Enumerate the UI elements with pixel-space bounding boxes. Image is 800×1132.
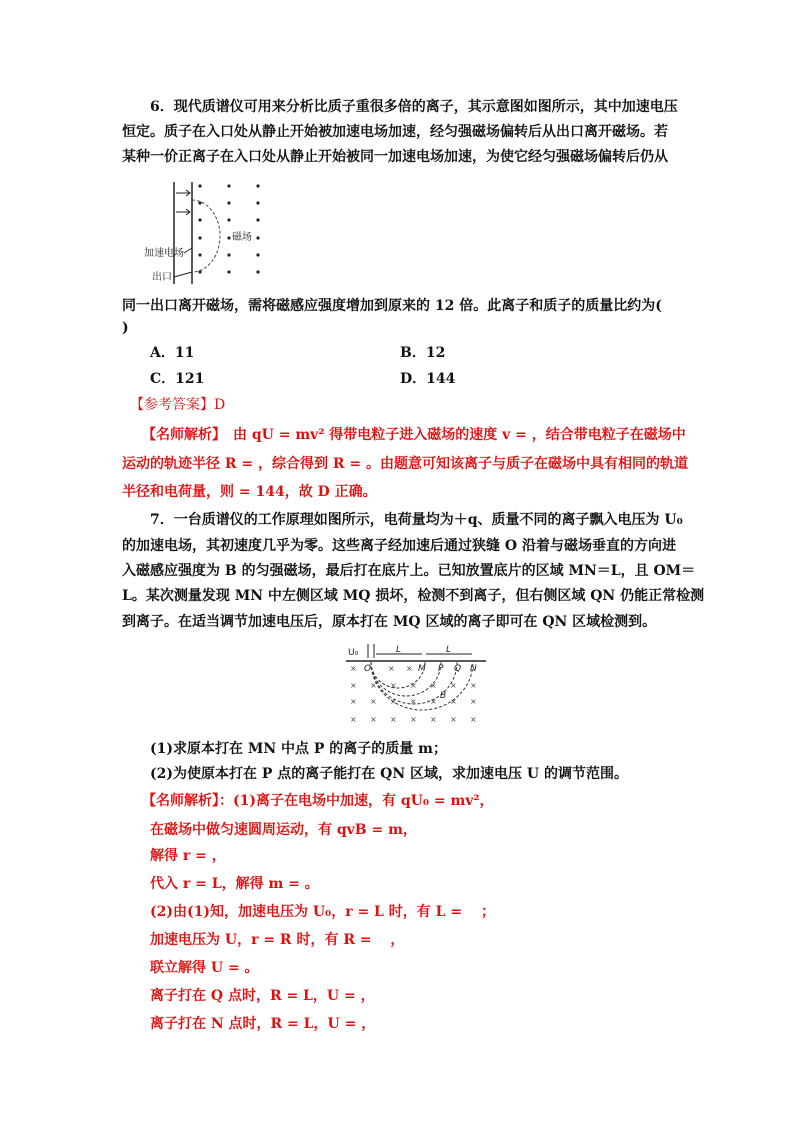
- q7-label-p: P: [438, 664, 444, 674]
- svg-text:×: ×: [430, 681, 437, 690]
- q7-solution-8: 离子打在 Q 点时，R = L，U = ，: [150, 988, 375, 1004]
- q6-option-d: D．144: [400, 371, 456, 387]
- q7-line-5: 到离子。在适当调节加速电压后，原本打在 MQ 区域的离子即可在 QN 区域检测到。: [122, 614, 657, 630]
- q7-solution-2: 在磁场中做匀速圆周运动，有 qvB = m，: [150, 822, 417, 838]
- svg-text:×: ×: [390, 681, 397, 690]
- svg-text:×: ×: [450, 715, 457, 724]
- q7-figure: [340, 640, 490, 732]
- svg-text:×: ×: [410, 681, 417, 690]
- q6-label-magnet: 磁场: [232, 232, 252, 243]
- q6-analysis-3: 半径和电荷量，则 = 144，故 D 正确。: [122, 484, 377, 500]
- q7-label-l2: L: [446, 645, 452, 655]
- svg-text:×: ×: [406, 664, 413, 673]
- svg-text:×: ×: [350, 681, 357, 690]
- svg-text:×: ×: [370, 715, 377, 724]
- svg-text:×: ×: [430, 697, 437, 706]
- q7-label-b: B: [440, 691, 447, 701]
- q6-answer: 【参考答案】D: [130, 397, 226, 413]
- q7-solution-7: 联立解得 U = 。: [150, 960, 259, 976]
- q6-option-b: B．12: [400, 345, 446, 361]
- q6-label-exit: 出口: [152, 272, 172, 283]
- q7-line-2: 的加速电场，其初速度几乎为零。这些离子经加速后通过狭缝 O 沿着与磁场垂直的方向进: [122, 538, 676, 554]
- svg-text:×: ×: [350, 715, 357, 724]
- q7-line-4: L。某次测量发现 MN 中左侧区域 MQ 损坏，检测不到离子，但右侧区域 QN 仍能正常检测: [122, 588, 705, 604]
- q7-solution-5: (2)由(1)知，加速电压为 U₀，r = L 时，有 L = ；: [150, 904, 495, 920]
- q6-option-c: C．121: [150, 371, 205, 387]
- q6-line-5: ): [122, 320, 129, 336]
- svg-text:×: ×: [350, 664, 357, 673]
- q7-sub-2: (2)为使原本打在 P 点的离子能打在 QN 区域，求加速电压 U 的调节范围。: [150, 766, 628, 782]
- q7-label-m: M: [418, 664, 426, 674]
- q7-sub-1: (1)求原本打在 MN 中点 P 的离子的质量 m；: [150, 741, 447, 757]
- q6-line-3: 某种一价正离子在入口处从静止开始被同一加速电场加速，为使它经匀强磁场偏转后仍从: [122, 149, 668, 165]
- q7-label-q: Q: [454, 664, 462, 674]
- svg-text:×: ×: [390, 715, 397, 724]
- svg-text:×: ×: [450, 681, 457, 690]
- q7-solution-9: 离子打在 N 点时，R = L，U = ，: [150, 1016, 376, 1032]
- q7-solution-1: 【名师解析】：(1)离子在电场中加速，有 qU₀ = mv²，: [142, 793, 494, 809]
- svg-text:×: ×: [450, 697, 457, 706]
- q6-label-field: 加速电场: [144, 248, 184, 259]
- svg-text:×: ×: [430, 715, 437, 724]
- q6-analysis-2: 运动的轨迹半径 R = ，综合得到 R = 。由题意可知该离子与质子在磁场中具有相同的轨道: [122, 456, 688, 472]
- svg-text:×: ×: [470, 697, 477, 706]
- q6-option-a: A．11: [150, 345, 195, 361]
- q7-line-3: 入磁感应强度为 B 的匀强磁场，最后打在底片上。已知放置底片的区域 MN＝L，且 OM＝: [122, 563, 696, 579]
- svg-text:×: ×: [370, 697, 377, 706]
- q6-line-4: 同一出口离开磁场，需将磁感应强度增加到原来的 12 倍。此离子和质子的质量比约为(: [122, 298, 662, 314]
- svg-text:×: ×: [470, 681, 477, 690]
- svg-text:×: ×: [410, 715, 417, 724]
- q7-solution-3: 解得 r = ，: [150, 848, 226, 864]
- q6-analysis-1: 【名师解析】 由 qU = mv² 得带电粒子进入磁场的速度 v = ，结合带电粒子在磁场中: [142, 427, 686, 443]
- svg-text:×: ×: [350, 697, 357, 706]
- q6-line-2: 恒定。质子在入口处从静止开始被加速电场加速，经匀强磁场偏转后从出口离开磁场。若: [122, 124, 668, 140]
- q7-solution-6: 加速电压为 U，r = R 时，有 R = ，: [150, 932, 405, 948]
- q7-line-1: 7．一台质谱仪的工作原理如图所示，电荷量均为＋q、质量不同的离子飘入电压为 U₀: [150, 512, 683, 528]
- svg-text:×: ×: [388, 664, 395, 673]
- q7-label-u0: U₀: [348, 648, 359, 658]
- svg-text:×: ×: [470, 715, 477, 724]
- svg-text:×: ×: [390, 697, 397, 706]
- q6-line-1: 6．现代质谱仪可用来分析比质子重很多倍的离子，其示意图如图所示，其中加速电压: [150, 99, 678, 115]
- q7-solution-4: 代入 r = L，解得 m = 。: [150, 876, 319, 892]
- svg-text:×: ×: [410, 697, 417, 706]
- q6-figure: [140, 178, 280, 290]
- q7-label-o: O: [364, 664, 372, 674]
- q7-label-n: N: [470, 664, 477, 674]
- q7-label-l1: L: [396, 645, 402, 655]
- svg-text:×: ×: [370, 681, 377, 690]
